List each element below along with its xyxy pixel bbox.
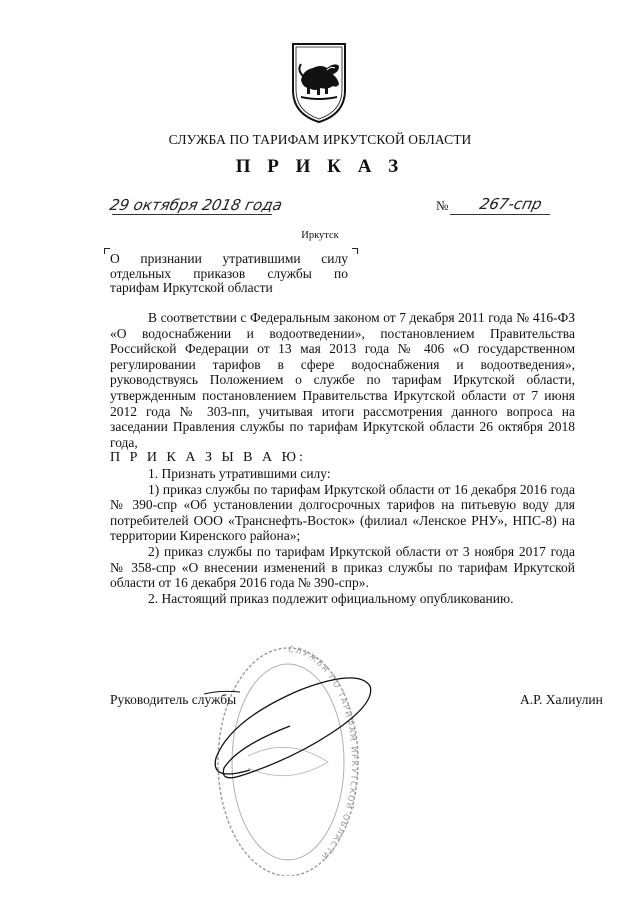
date-underline xyxy=(112,214,272,215)
subject-line: отдельных приказов службы по xyxy=(110,265,348,281)
preamble-paragraph: В соответствии с Федеральным законом от 7 декабря 2011 года № 416-ФЗ «О водоснабжении и водоотведении», постановлением Правительства Российской Федерации от 13 мая 2013 года № 406 «О государственном регулировании тарифов в сфере водоснабжения и водоотведения», руководствуясь Положением о службе по тарифам Иркутской области, утвержденным постановлением Правительства Иркутской области от 7 июня 2012 года № 303-пп, учитывая итоги рассмотрения данного вопроса на заседании Правления службы по тарифам Иркутской области 26 октября 2018 года, xyxy=(110,310,575,450)
handwritten-date: 29 октября 2018 года xyxy=(108,196,284,214)
number-sign: № xyxy=(436,198,449,213)
item-1-2: 2) приказ службы по тарифам Иркутской области от 3 ноября 2017 года № 358-спр «О внесении изменений в приказ службы по тарифам Иркутской области от 16 декабря 2016 года № 390-спр». xyxy=(110,543,575,591)
handwritten-signature xyxy=(180,650,390,790)
signatory-position: Руководитель службы xyxy=(110,692,237,707)
coat-of-arms-emblem xyxy=(287,40,351,124)
signatory-name: А.Р. Халиулин xyxy=(520,692,603,707)
agency-name: СЛУЖБА ПО ТАРИФАМ ИРКУТСКОЙ ОБЛАСТИ xyxy=(168,132,472,147)
number-underline xyxy=(450,214,550,215)
document-subject xyxy=(110,252,348,296)
subject-bracket-right xyxy=(352,248,358,254)
document-title: П Р И К А З xyxy=(235,156,405,177)
city-name: Иркутск xyxy=(301,230,339,241)
subject-line: О признании утратившими силу xyxy=(110,251,348,266)
subject-line: тарифам Иркутской области xyxy=(110,280,273,295)
item-2: 2. Настоящий приказ подлежит официальному опубликованию. xyxy=(148,590,514,606)
stamp-text: СЛУЖБА ПО ТАРИФАМ ИРКУТСКОЙ ОБЛАСТИ xyxy=(287,644,359,862)
handwritten-number: 267-спр xyxy=(478,195,544,213)
item-1: 1. Признать утратившими силу: xyxy=(148,465,331,481)
directive-heading: П Р И К А З Ы В А Ю: xyxy=(110,450,306,466)
document-body xyxy=(110,310,575,606)
item-1-1: 1) приказ службы по тарифам Иркутской области от 16 декабря 2016 года № 390-спр «Об установлении долгосрочных тарифов на питьевую воду для потребителей ООО «Транснефть-Восток» (филиал «Ленское РНУ», НПС-8) на территории Киренского района»; xyxy=(110,481,575,544)
